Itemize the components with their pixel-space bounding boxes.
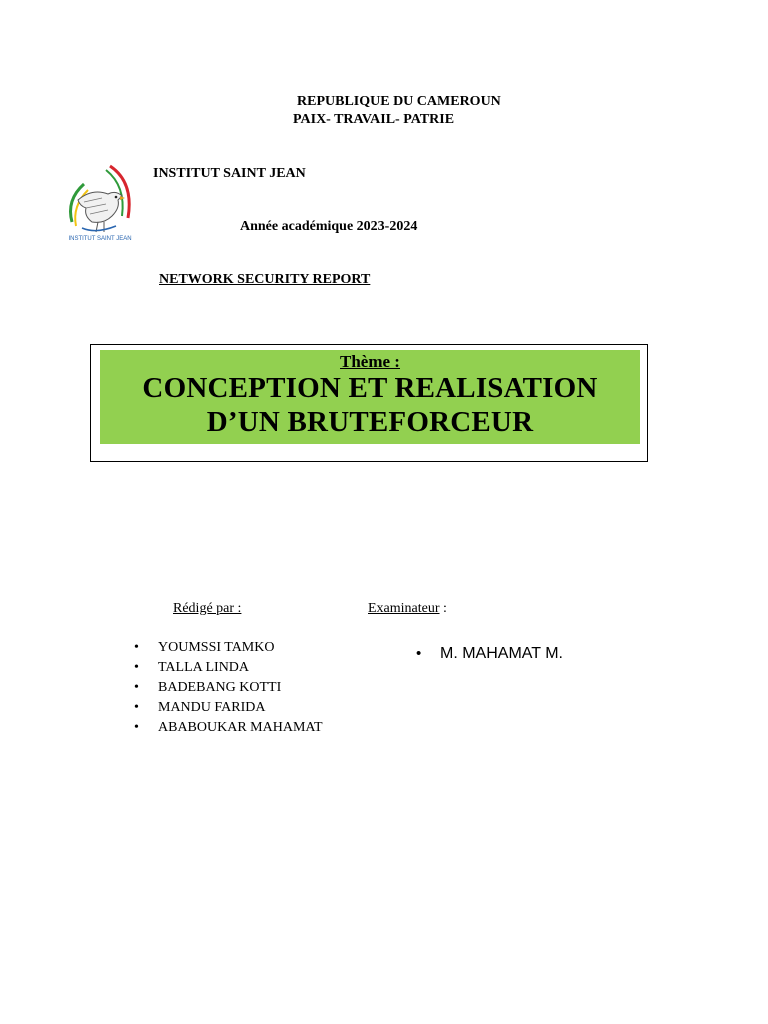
theme-box [100, 350, 640, 444]
authors-list [134, 638, 323, 738]
eagle-logo-icon [62, 160, 138, 248]
list-item: • YOUMSSI TAMKO [134, 638, 323, 658]
national-motto: PAIX- TRAVAIL- PATRIE [293, 112, 455, 127]
examiner-label-colon: : [439, 601, 447, 616]
republic-heading: REPUBLIQUE DU CAMEROUN [297, 94, 501, 109]
theme-title-line-1: CONCEPTION ET REALISATION [142, 372, 598, 404]
examiner-label: Examinateur [368, 601, 440, 616]
list-item: • M. MAHAMAT M. [416, 643, 563, 665]
list-item: • TALLA LINDA [134, 658, 323, 678]
theme-label: Thème : [340, 352, 400, 371]
examiner-list [416, 643, 563, 665]
institute-name: INSTITUT SAINT JEAN [153, 166, 306, 181]
list-item: • BADEBANG KOTTI [134, 678, 323, 698]
logo-caption: INSTITUT SAINT JEAN [68, 236, 132, 242]
list-item: • ABABOUKAR MAHAMAT [134, 718, 323, 738]
list-item: • MANDU FARIDA [134, 698, 323, 718]
authors-label: Rédigé par : [173, 601, 242, 616]
theme-title-line-2: D’UN BRUTEFORCEUR [206, 406, 534, 438]
academic-year: Année académique 2023-2024 [240, 219, 418, 234]
examiner-label-group [368, 601, 447, 617]
report-type: NETWORK SECURITY REPORT [159, 272, 371, 287]
